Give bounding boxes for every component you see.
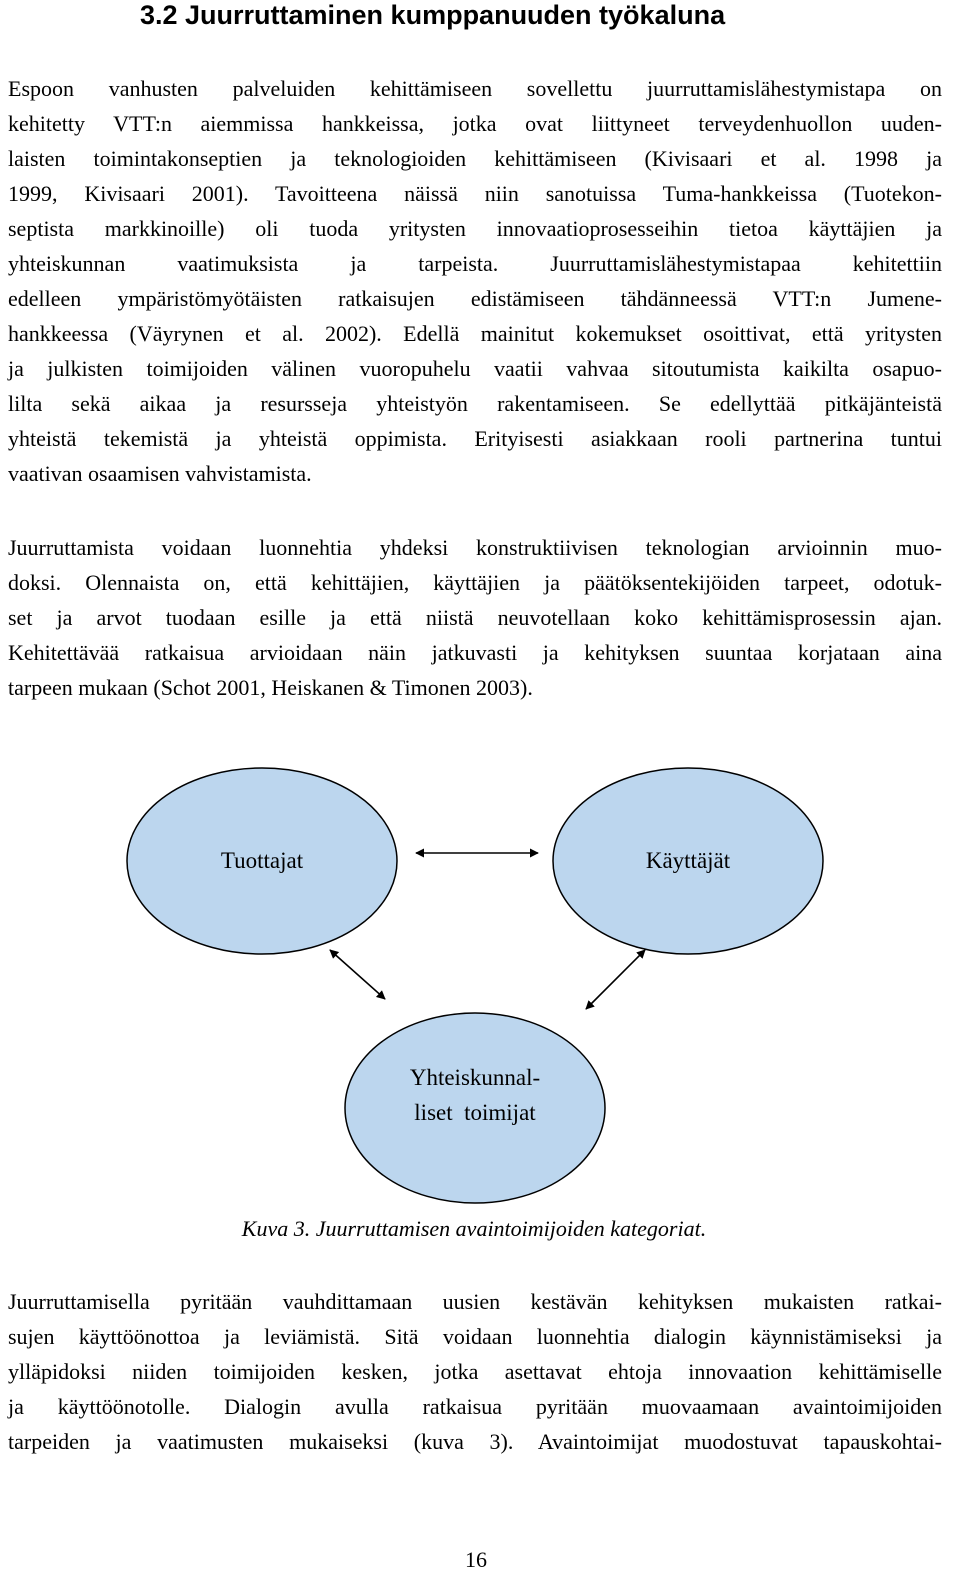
text-line: Espoon vanhusten palveluiden kehittämiseen sovellettu juurruttamislähestymistapa on [8,76,942,101]
figure-caption: Kuva 3. Juurruttamisen avaintoimijoiden kategoriat. [241,1216,707,1241]
paragraph-3 [8,1284,942,1459]
text-line: edelleen ympäristömyötäisten ratkaisujen edistämiseen tähdänneessä VTT:n Jumene- [8,286,942,311]
producers-societal-arrow [330,950,385,999]
text-line: laisten toimintakonseptien ja teknologioiden kehittämiseen (Kivisaari et al. 1998 ja [8,146,942,171]
text-line: vaativan osaamisen vahvistamista. [8,461,312,486]
users-label: Käyttäjät [645,848,731,873]
text-line: kehitetty VTT:n aiemmissa hankkeissa, jotka ovat liittyneet terveydenhuollon uuden- [8,111,942,136]
users-societal-arrow [586,950,645,1009]
text-line: Kehitettävää ratkaisua arvioidaan näin jatkuvasti ja kehityksen suuntaa korjataan aina [8,640,942,665]
text-line: set ja arvot tuodaan esille ja että niistä neuvotellaan koko kehittämisprosessin ajan. [8,605,942,630]
text-line: ja julkisten toimijoiden välinen vuoropuhelu vaatii vahvaa sitoutumista kaikilta osapuo- [8,356,942,381]
page-number: 16 [465,1547,487,1572]
text-line: lilta sekä aikaa ja resursseja yhteistyön rakentamiseen. Se edellyttää pitkäjänteistä [8,391,942,416]
text-line: yhteistä tekemistä ja yhteistä oppimista. Erityisesti asiakkaan rooli partnerina tuntui [8,426,942,451]
text-line: hankkeessa (Väyrynen et al. 2002). Edellä mainitut kokemukset osoittivat, että yritysten [8,321,942,346]
societal-actors-label-line2: liset toimijat [414,1100,536,1125]
text-line: septista markkinoille) oli tuoda yritysten innovaatioprosesseihin tietoa käyttäjien ja [8,216,942,241]
paragraph-1 [8,71,942,491]
producers-label: Tuottajat [220,848,304,873]
text-line: tarpeen mukaan (Schot 2001, Heiskanen & Timonen 2003). [8,675,533,700]
section-heading: 3.2 Juurruttaminen kumppanuuden työkaluna [140,0,726,30]
text-line: ylläpidoksi niiden toimijoiden kesken, jotka asettavat ehtoja innovaation kehittämiselle [8,1359,942,1384]
text-line: 1999, Kivisaari 2001). Tavoitteena näissä niin sanotuissa Tuma-hankkeissa (Tuotekon- [8,181,942,206]
text-line: yhteiskunnan vaatimuksista ja tarpeista. Juurruttamislähestymistapaa kehitettiin [8,251,942,276]
text-line: Juurruttamista voidaan luonnehtia yhdeksi konstruktiivisen teknologian arvioinnin muo- [8,535,942,560]
text-line: ja käyttöönotolle. Dialogin avulla ratkaisua pyritään muovaamaan avaintoimijoiden [8,1394,942,1419]
text-line: sujen käyttöönottoa ja leviämistä. Sitä voidaan luonnehtia dialogin käynnistämiseksi ja [8,1324,942,1349]
text-line: tarpeiden ja vaatimusten mukaiseksi (kuva 3). Avaintoimijat muodostuvat tapauskohtai- [8,1429,942,1454]
paragraph-2 [8,530,942,705]
societal-actors-label-line1: Yhteiskunnal- [409,1065,541,1090]
text-line: Juurruttamisella pyritään vauhdittamaan uusien kestävän kehityksen mukaisten ratkai- [8,1289,942,1314]
text-line: doksi. Olennaista on, että kehittäjien, käyttäjien ja päätöksentekijöiden tarpeet, odotuk- [8,570,942,595]
stakeholder-diagram [0,765,960,1255]
